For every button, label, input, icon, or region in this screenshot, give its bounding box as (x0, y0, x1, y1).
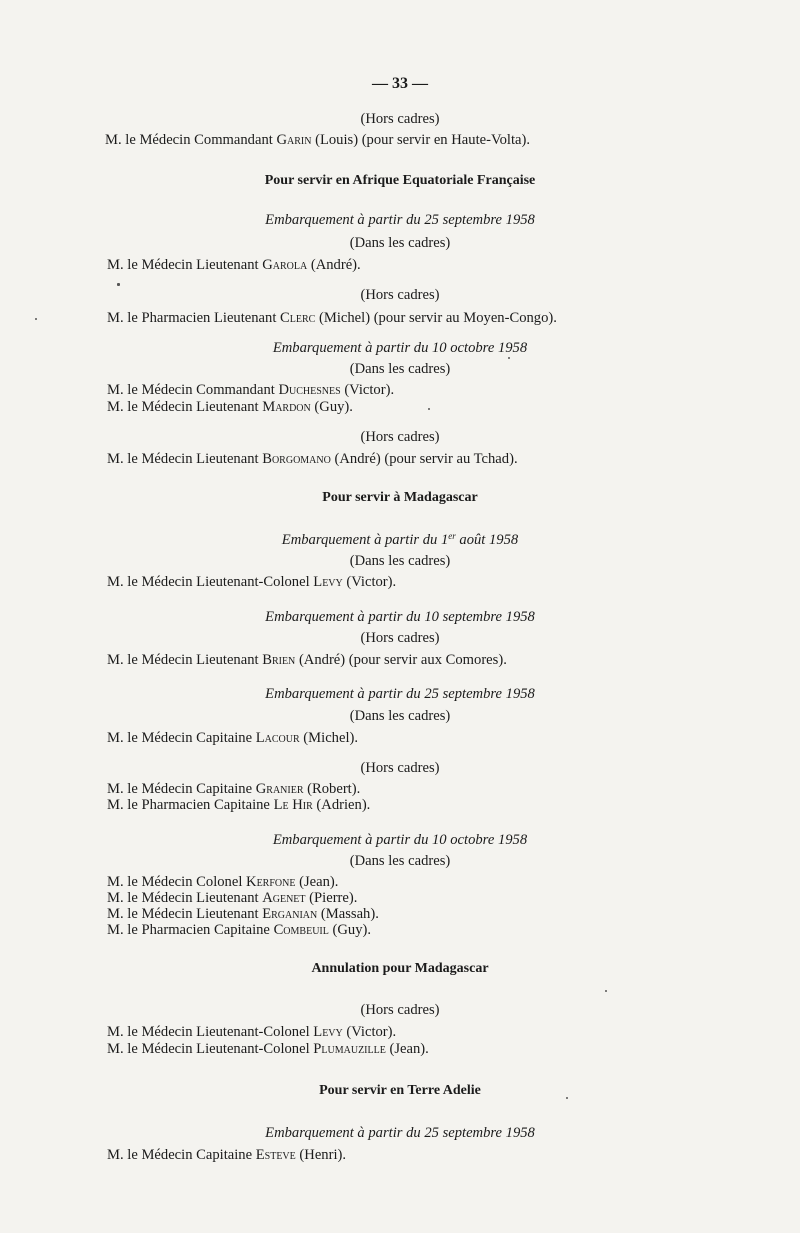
assignment-entry: M. le Médecin Lieutenant Agenet (Pierre). (107, 890, 358, 906)
category-label: (Dans les cadres) (349, 853, 451, 869)
scan-speck (428, 408, 430, 410)
category-label: (Hors cadres) (360, 760, 440, 776)
assignment-entry: M. le Médecin Lieutenant-Colonel Levy (Victor). (107, 574, 397, 590)
assignment-entry: M. le Médecin Lieutenant Garola (André). (107, 257, 361, 273)
assignment-entry: M. le Médecin Lieutenant Erganian (Massah). (107, 906, 379, 922)
section-heading: Pour servir à Madagascar (322, 490, 478, 505)
page-number: — 33 — (372, 75, 428, 92)
assignment-entry: M. le Médecin Capitaine Lacour (Michel). (107, 730, 359, 746)
embarkation-date: Embarquement à partir du 10 septembre 1958 (265, 609, 535, 625)
category-label: (Dans les cadres) (349, 361, 451, 377)
category-label: (Dans les cadres) (349, 708, 451, 724)
category-label: (Hors cadres) (360, 1002, 440, 1018)
assignment-entry: M. le Pharmacien Capitaine Combeuil (Guy). (107, 922, 372, 938)
embarkation-date: Embarquement à partir du 1er août 1958 (281, 531, 519, 548)
scan-speck (605, 990, 607, 992)
category-label: (Hors cadres) (360, 429, 440, 445)
assignment-entry: M. le Médecin Commandant Garin (Louis) (pour servir en Haute-Volta). (105, 132, 531, 148)
category-label: (Hors cadres) (360, 630, 440, 646)
assignment-entry: M. le Médecin Capitaine Esteve (Henri). (107, 1147, 347, 1163)
category-label: (Dans les cadres) (349, 553, 451, 569)
assignment-entry: M. le Médecin Lieutenant-Colonel Levy (Victor). (107, 1024, 397, 1040)
assignment-entry: M. le Pharmacien Capitaine Le Hir (Adrien). (107, 797, 371, 813)
embarkation-date: Embarquement à partir du 10 octobre 1958 (272, 832, 528, 848)
assignment-entry: M. le Médecin Commandant Duchesnes (Victor). (107, 382, 395, 398)
category-label: (Hors cadres) (360, 287, 440, 303)
assignment-entry: M. le Médecin Lieutenant Mardon (Guy). (107, 399, 353, 415)
assignment-entry: M. le Médecin Capitaine Granier (Robert). (107, 781, 361, 797)
assignment-entry: M. le Médecin Lieutenant Borgomano (André) (pour servir au Tchad). (107, 451, 518, 467)
scan-speck (566, 1097, 568, 1099)
embarkation-date: Embarquement à partir du 25 septembre 1958 (265, 212, 535, 228)
assignment-entry: M. le Médecin Lieutenant Brien (André) (pour servir aux Comores). (107, 652, 507, 668)
scan-speck (117, 283, 120, 286)
assignment-entry: M. le Médecin Lieutenant-Colonel Plumauzille (Jean). (107, 1041, 429, 1057)
category-label: (Dans les cadres) (349, 235, 451, 251)
embarkation-date: Embarquement à partir du 25 septembre 1958 (265, 686, 535, 702)
assignment-entry: M. le Pharmacien Lieutenant Clerc (Michel) (pour servir au Moyen-Congo). (107, 310, 557, 326)
section-heading: Pour servir en Afrique Equatoriale Française (264, 173, 536, 188)
scan-speck (508, 357, 510, 359)
section-heading: Annulation pour Madagascar (311, 961, 489, 976)
section-heading: Pour servir en Terre Adelie (319, 1083, 481, 1098)
scan-speck (35, 318, 37, 320)
category-label: (Hors cadres) (360, 111, 440, 127)
embarkation-date: Embarquement à partir du 25 septembre 1958 (265, 1125, 535, 1141)
embarkation-date: Embarquement à partir du 10 octobre 1958 (272, 340, 528, 356)
assignment-entry: M. le Médecin Colonel Kerfone (Jean). (107, 874, 339, 890)
